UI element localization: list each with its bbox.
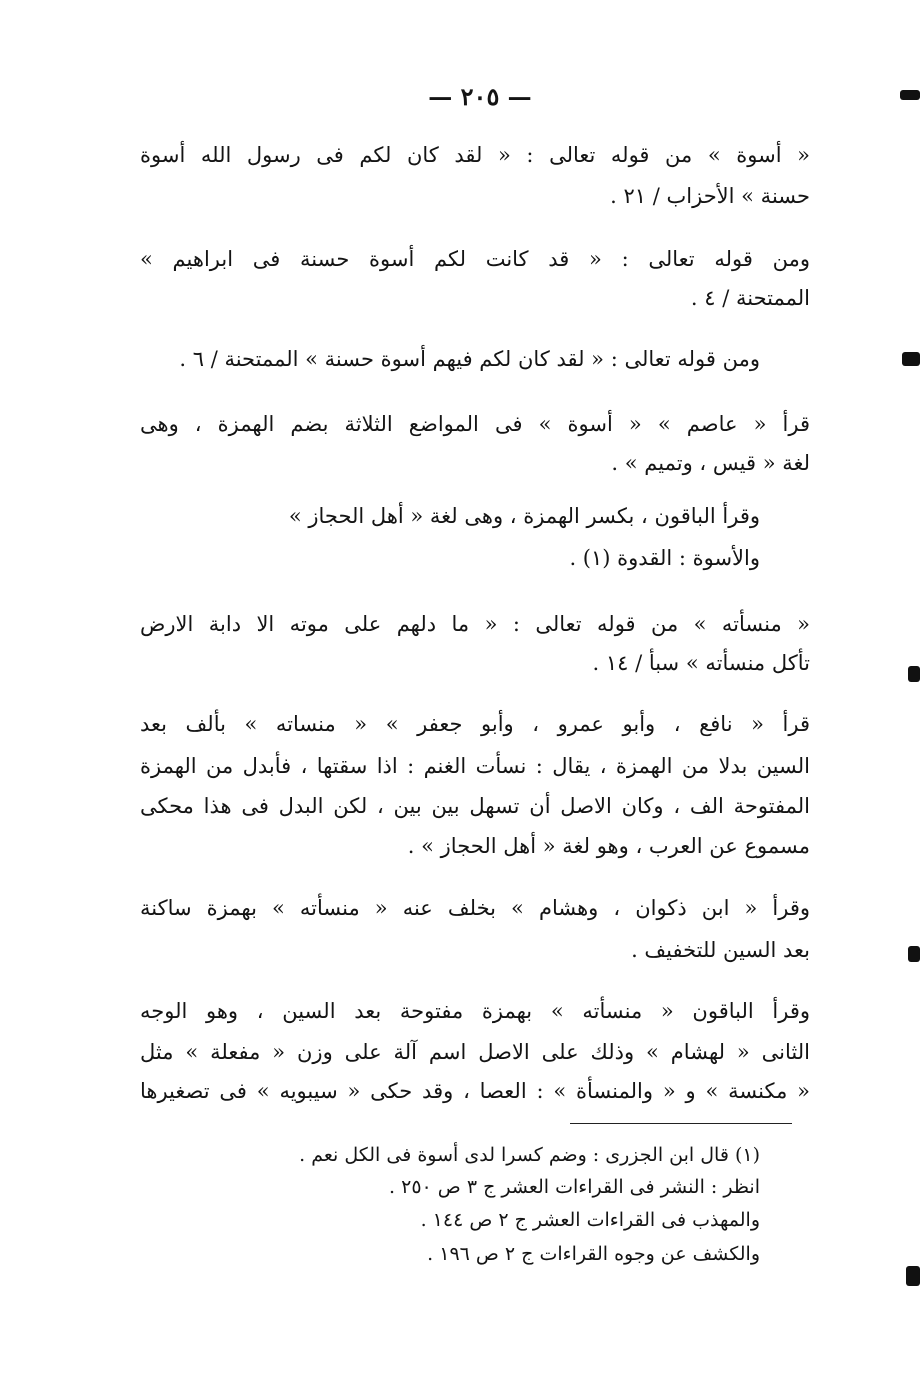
text-line: وقرأ الباقون ، بكسر الهمزة ، وهى لغة « أهل الحجاز » (288, 504, 760, 528)
scan-edge-mark (902, 352, 920, 366)
text-line: السين بدلا من الهمزة ، يقال : نسأت الغنم : اذا سقتها ، فأبدل من الهمزة (140, 754, 810, 778)
text-line: وقرأ الباقون « منسأته » بهمزة مفتوحة بعد السين ، وهو الوجه (140, 999, 810, 1023)
text-line: ومن قوله تعالى : « لقد كان لكم فيهم أسوة حسنة » الممتحنة / ٦ . (179, 347, 760, 371)
text-line: الممتحنة / ٤ . (690, 286, 810, 310)
footnote-line: والمهذب فى القراءات العشر ج ٢ ص ١٤٤ . (420, 1209, 760, 1231)
footnote-line: انظر : النشر فى القراءات العشر ج ٣ ص ٢٥٠ . (389, 1176, 760, 1198)
text-line: والأسوة : القدوة (١) . (569, 546, 760, 570)
footnote-line: والكشف عن وجوه القراءات ج ٢ ص ١٩٦ . (427, 1243, 760, 1265)
text-line: الثانى « لهشام » وذلك على الاصل اسم آلة على وزن « مفعلة » مثل (140, 1040, 810, 1064)
text-line: بعد السين للتخفيف . (631, 938, 810, 962)
text-line: مسموع عن العرب ، وهو لغة « أهل الحجاز » . (407, 834, 810, 858)
text-line: قرأ « نافع ، وأبو عمرو ، وأبو جعفر » « منساته » بألف بعد (140, 712, 810, 736)
scan-edge-mark (908, 946, 920, 962)
text-line: « أسوة » من قوله تعالى : « لقد كان لكم فى رسول الله أسوة (140, 143, 810, 167)
text-line: قرأ « عاصم » « أسوة » فى المواضع الثلاثة بضم الهمزة ، وهى (140, 412, 810, 436)
scan-edge-mark (906, 1266, 920, 1286)
text-line: حسنة » الأحزاب / ٢١ . (610, 184, 810, 208)
text-line: « مكنسة » و « والمنسأة » : العصا ، وقد حكى « سيبويه » فى تصغيرها (140, 1079, 810, 1103)
text-line: تأكل منسأته » سبأ / ١٤ . (592, 651, 810, 675)
footnote-line: (١) قال ابن الجزرى : وضم كسرا لدى أسوة فى الكل نعم . (299, 1144, 760, 1166)
scan-edge-mark (900, 90, 920, 100)
page-number: — ٢٠٥ — (428, 82, 532, 111)
text-line: وقرأ « ابن ذكوان ، وهشام » بخلف عنه « منسأته » بهمزة ساكنة (140, 896, 810, 920)
scan-edge-mark (908, 666, 920, 682)
footnote-divider (570, 1123, 792, 1124)
text-line: المفتوحة الف ، وكان الاصل أن تسهل بين بين ، لكن البدل فى هذا محكى (140, 794, 810, 818)
text-line: « منسأته » من قوله تعالى : « ما دلهم على موته الا دابة الارض (140, 612, 810, 636)
text-line: ومن قوله تعالى : « قد كانت لكم أسوة حسنة فى ابراهيم » (140, 247, 810, 271)
text-line: لغة « قيس ، وتميم » . (611, 451, 810, 475)
